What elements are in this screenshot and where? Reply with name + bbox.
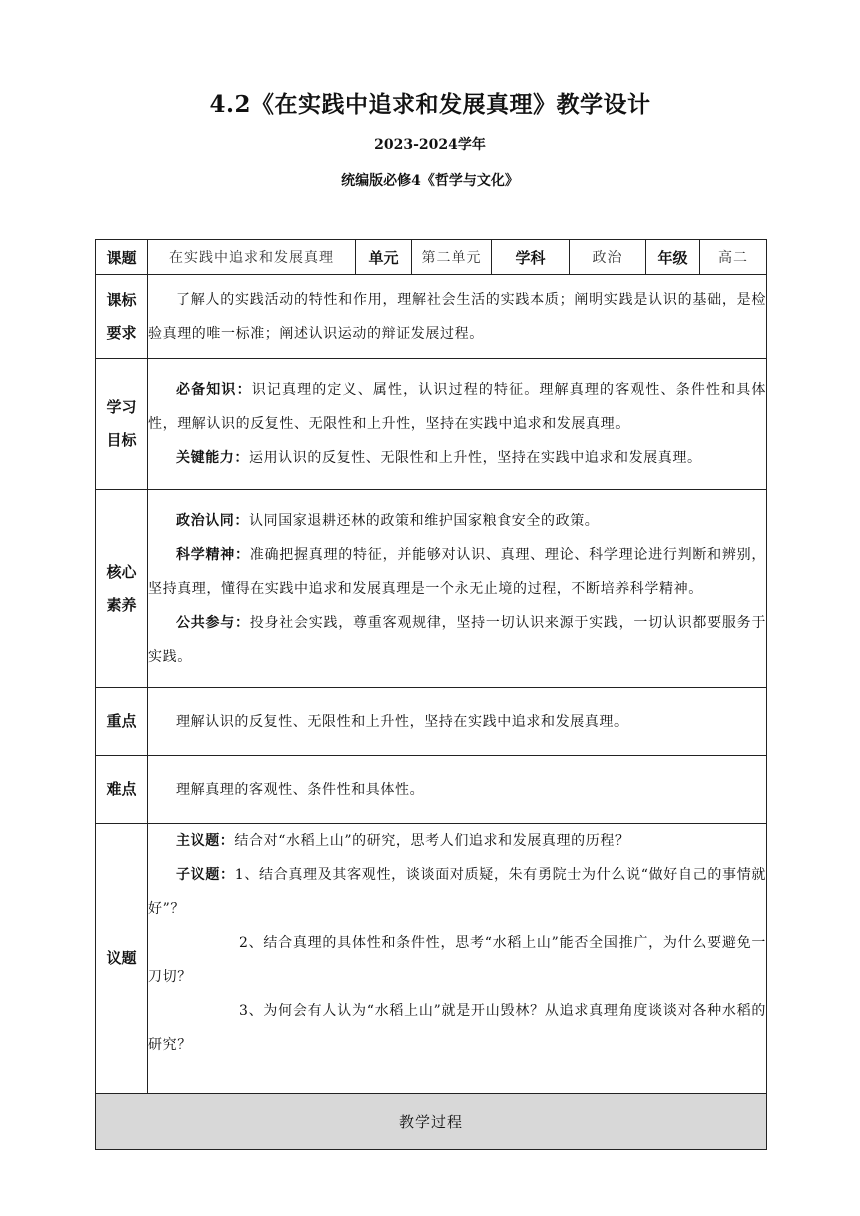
objectives-content <box>148 359 767 490</box>
sub-issue-2 <box>148 926 766 994</box>
main-issue-key: 主议题： <box>176 833 235 849</box>
issues-label: 议题 <box>96 824 148 1094</box>
grade-value: 高二 <box>700 240 767 275</box>
literacy-key: 科学精神： <box>176 546 250 563</box>
teaching-process-header: 教学过程 <box>96 1094 767 1150</box>
literacy-label <box>96 490 148 688</box>
difficulty-text: 理解真理的客观性、条件性和具体性。 <box>176 781 425 798</box>
objectives-label-line2: 目标 <box>106 431 137 449</box>
topic-label: 课题 <box>96 240 148 275</box>
sub-issue-text: 3、为何会有人认为“水稻上山”就是开山毁林？从追求真理角度谈谈对各种水稻的研究？ <box>148 1003 766 1053</box>
literacy-content <box>148 490 767 688</box>
subject-value: 政治 <box>570 240 646 275</box>
literacy-text: 投身社会实践，尊重客观规律，坚持一切认识来源于实践，一切认识都要服务于实践。 <box>148 614 767 665</box>
literacy-key: 公共参与： <box>176 614 250 631</box>
standards-text: 了解人的实践活动的特性和作用，理解社会生活的实践本质；阐明实践是认识的基础，是检验真理的唯一标准；阐述认识运动的辩证发展过程。 <box>148 291 766 342</box>
row-teaching-process <box>96 1094 767 1150</box>
objective-item <box>148 441 766 475</box>
standards-label-line1: 课标 <box>106 290 137 309</box>
literacy-label-line1: 核心 <box>106 562 137 581</box>
topic-value: 在实践中追求和发展真理 <box>148 240 356 275</box>
difficulty-label: 难点 <box>96 756 148 824</box>
row-core-literacy <box>96 490 767 688</box>
objective-text: 识记真理的定义、属性，认识过程的特征。理解真理的客观性、条件性和具体性，理解认识的反复性、无限性和上升性，坚持在实践中追求和发展真理。 <box>148 382 767 432</box>
literacy-text: 准确把握真理的特征，并能够对认识、真理、理论、科学理论进行判断和辨别，坚持真理，懂得在实践中追求和发展真理是一个永无止境的过程，不断培养科学精神。 <box>148 546 767 597</box>
key-point-label: 重点 <box>96 688 148 756</box>
row-objectives <box>96 359 767 490</box>
row-standards <box>96 275 767 359</box>
main-issue <box>148 824 766 858</box>
objective-item <box>148 373 766 441</box>
row-basic-info <box>96 240 767 275</box>
sub-issue-1 <box>148 858 766 926</box>
objectives-label <box>96 359 148 490</box>
sub-issue-key: 子议题： <box>176 867 235 883</box>
row-key-point <box>96 688 767 756</box>
sub-issue-text: 2、结合真理的具体性和条件性，思考“水稻上山”能否全国推广，为什么要避免一刀切？ <box>148 935 766 985</box>
row-difficulty <box>96 756 767 824</box>
lesson-plan-table <box>95 239 767 1150</box>
unit-value: 第二单元 <box>412 240 492 275</box>
literacy-key: 政治认同： <box>176 512 249 529</box>
standards-content <box>148 275 767 359</box>
key-point-text: 理解认识的反复性、无限性和上升性，坚持在实践中追求和发展真理。 <box>176 713 629 730</box>
school-year: 2023-2024学年 <box>374 137 486 153</box>
objectives-label-line1: 学习 <box>106 398 137 416</box>
sub-issue-text: 1、结合真理及其客观性，谈谈面对质疑，朱有勇院士为什么说“做好自己的事情就好”？ <box>148 867 766 917</box>
objective-text: 运用认识的反复性、无限性和上升性，坚持在实践中追求和发展真理。 <box>249 450 702 466</box>
subject-label: 学科 <box>492 240 570 275</box>
difficulty-content <box>148 756 767 824</box>
literacy-text: 认同国家退耕还林的政策和维护国家粮食安全的政策。 <box>249 512 600 529</box>
literacy-label-line2: 素养 <box>106 595 137 614</box>
unit-label: 单元 <box>356 240 412 275</box>
row-issues <box>96 824 767 1094</box>
objective-key: 必备知识： <box>176 382 252 398</box>
main-issue-text: 结合对“水稻上山”的研究，思考人们追求和发展真理的历程？ <box>234 833 630 849</box>
literacy-item <box>148 538 766 606</box>
grade-label: 年级 <box>646 240 700 275</box>
document-title: 4.2《在实践中追求和发展真理》教学设计 <box>209 91 651 118</box>
key-point-content <box>148 688 767 756</box>
issues-content <box>148 824 767 1094</box>
objective-key: 关键能力： <box>176 450 249 466</box>
literacy-item <box>148 606 766 674</box>
standards-label <box>96 275 148 359</box>
sub-issue-3 <box>148 994 766 1062</box>
standards-label-line2: 要求 <box>106 323 137 342</box>
textbook-name: 统编版必修4《哲学与文化》 <box>341 173 519 189</box>
literacy-item <box>148 504 766 538</box>
